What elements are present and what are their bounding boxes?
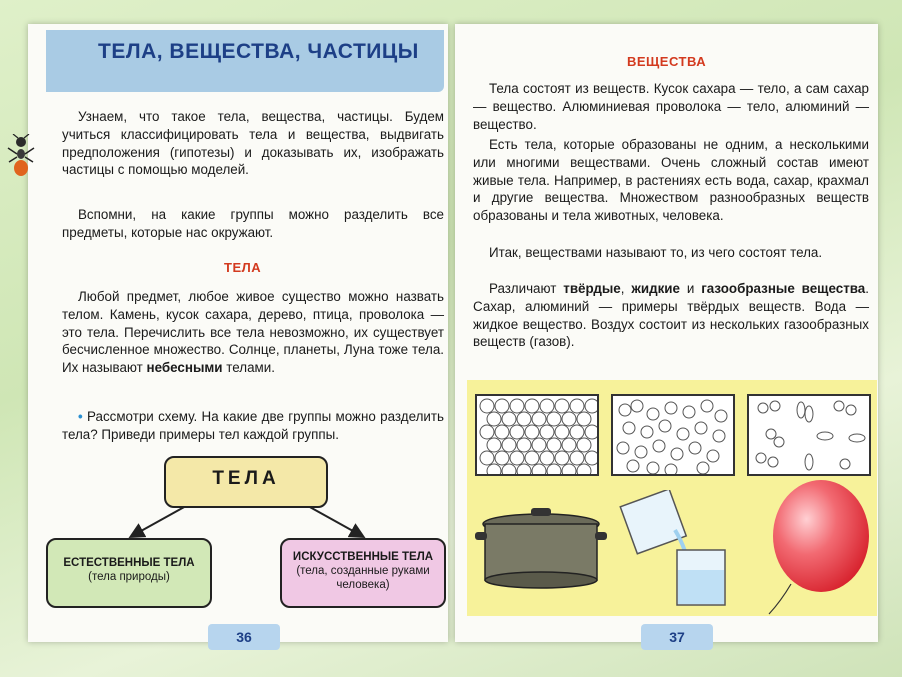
solid-particles-icon [477, 396, 599, 476]
bold-term-liquid: жидкие [631, 281, 680, 296]
task-bullet: • [78, 409, 83, 424]
gas-particles-panel [747, 394, 871, 476]
substances-p4: Различают твёрдые, жидкие и газообразные вещества. Сахар, алюминий — примеры твёрдых веществ. Вода — жидкое вещество. Воздух состоит из нескольких газообразных веществ (газов). [473, 281, 869, 350]
states-illustration [467, 380, 877, 616]
gas-particles-icon [749, 396, 871, 476]
left-page [28, 24, 448, 645]
intro-text: Узнаем, что такое тела, вещества, частицы. Будем учиться классифицировать тела и вещества, выдвигать предположения (гипотезы) и доказывать их, изображать частицы с помощью моделей. [62, 109, 444, 178]
bold-term-gas: газообразные вещества [701, 281, 866, 296]
pouring-water-icon [617, 490, 747, 610]
page-title: ТЕЛА, ВЕЩЕСТВА, ЧАСТИЦЫ [98, 40, 419, 63]
pot-icon [475, 506, 607, 590]
section-heading-bodies: ТЕЛА [224, 260, 262, 275]
page-number-left: 36 [208, 624, 280, 650]
substances-p3: Итак, веществами называют то, из чего состоят тела. [489, 245, 823, 260]
diagram-natural-box: ЕСТЕСТВЕННЫЕ ТЕЛА (тела природы) [46, 538, 212, 608]
ant-icon [6, 134, 36, 178]
section-heading-substances: ВЕЩЕСТВА [627, 54, 707, 69]
substances-p2: Есть тела, которые образованы не одним, а несколькими или многими веществами. Очень сложный состав имеют живые тела. Например, в растениях есть вода, сахар, крахмал и другие вещества. Множеством разнообразных веществ образованы и тела животных, человека. [473, 137, 869, 224]
right-page [455, 24, 878, 645]
title-band [46, 30, 444, 92]
task-text: • Рассмотри схему. На какие две группы можно разделить тела? Приведи примеры тел каждой группы. [62, 409, 444, 442]
bodies-diagram [46, 456, 446, 616]
diagram-artificial-box: ИСКУССТВЕННЫЕ ТЕЛА (тела, созданные руками человека) [280, 538, 446, 608]
page-number-right: 37 [641, 624, 713, 650]
bold-term-solid: твёрдые [563, 281, 621, 296]
bodies-text: Любой предмет, любое живое существо можно назвать телом. Камень, кусок сахара, дерево, птица, проволока — это тела. Перечислить все тела невозможно, их существует бесчисленное множество. Солнце, планеты, Луна тоже тела. Их называют небесными телами. [62, 289, 444, 376]
bold-term-celestial: небесными [146, 360, 223, 376]
diagram-main-box: ТЕЛА [164, 456, 328, 508]
liquid-particles-icon [613, 396, 735, 476]
substances-p1: Тела состоят из веществ. Кусок сахара — тело, а сам сахар — вещество. Алюминиевая проволока — тело, алюминий — вещество. [473, 81, 869, 132]
remember-text: Вспомни, на какие группы можно разделить все предметы, которые нас окружают. [62, 207, 444, 240]
solid-particles-panel [475, 394, 599, 476]
liquid-particles-panel [611, 394, 735, 476]
balloon-icon [763, 476, 873, 616]
